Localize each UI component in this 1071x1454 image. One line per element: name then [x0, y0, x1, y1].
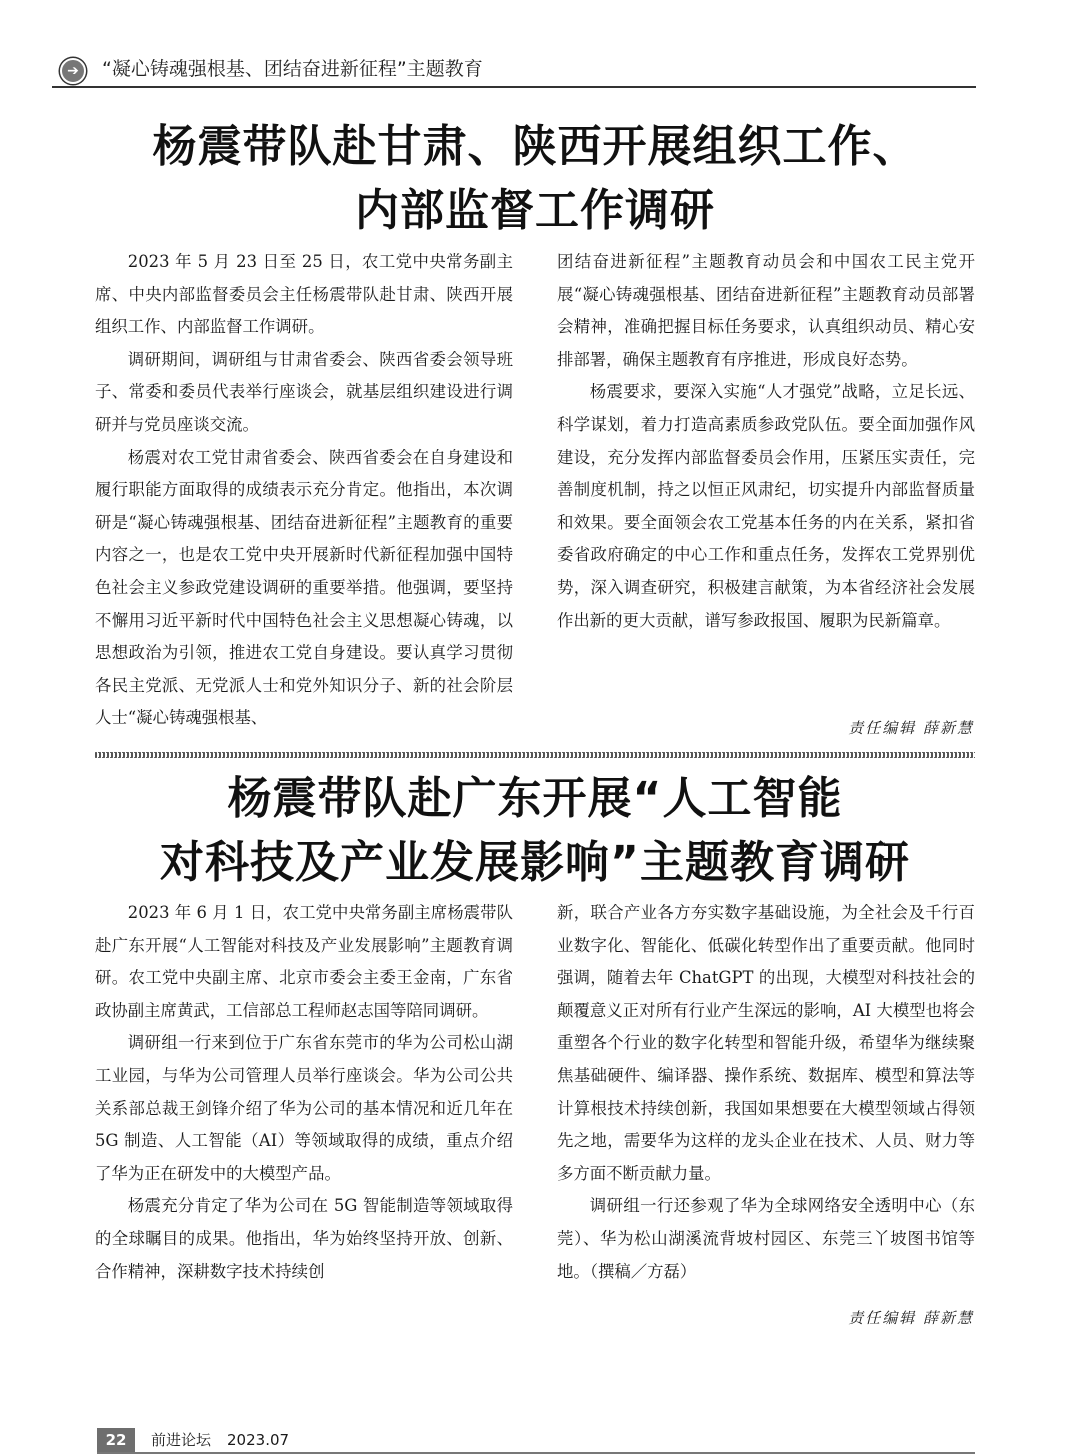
- arrow-right-circle-icon: ➔: [60, 58, 86, 84]
- article1-title-line1: 杨震带队赴甘肃、陕西开展组织工作、: [152, 121, 918, 172]
- running-header: [52, 52, 976, 88]
- article2-editor-credit: 责任编辑 薛新慧: [848, 1309, 974, 1327]
- article-separator: [95, 752, 975, 758]
- article1-editor-credit: 责任编辑 薛新慧: [848, 719, 974, 737]
- page-footer: [97, 1428, 975, 1454]
- article2-right-column: [557, 897, 975, 1288]
- issue-date: 2023.07: [227, 1431, 290, 1449]
- paragraph: 新，联合产业各方夯实数字基础设施，为全社会及千行百业数字化、智能化、低碳化转型作出了重要贡献。他同时强调，随着去年 ChatGPT 的出现，大模型对科技社会的颠覆意义正对所有行业产生深远的影响，AI 大模型也将会重塑各个行业的数字化转型和智能升级，希望华为继续聚焦基础硬件、编译器、操作系统、数据库、模型和算法等计算根技术持续创新，我国如果想要在大模型领域占得领先之地，需要华为这样的龙头企业在技术、人员、财力等多方面不断贡献力量。: [557, 903, 975, 1183]
- magazine-name: 前进论坛: [151, 1431, 212, 1449]
- paragraph: 团结奋进新征程”主题教育动员会和中国农工民主党开展“凝心铸魂强根基、团结奋进新征程”主题教育动员部署会精神，准确把握目标任务要求，认真组织动员、精心安排部署，确保主题教育有序推进，形成良好态势。: [557, 252, 975, 369]
- article2-title-line1: 杨震带队赴广东开展“人工智能: [227, 773, 843, 824]
- paragraph: 杨震对农工党甘肃省委会、陕西省委会在自身建设和履行职能方面取得的成绩表示充分肯定。他指出，本次调研是“凝心铸魂强根基、团结奋进新征程”主题教育的重要内容之一，也是农工党中央开展新时代新征程加强中国特色社会主义参政党建设调研的重要举措。他强调，要坚持不懈用习近平新时代中国特色社会主义思想凝心铸魂，以思想政治为引领，推进农工党自身建设。要认真学习贯彻各民主党派、无党派人士和党外知识分子、新的社会阶层人士“凝心铸魂强根基、: [95, 447, 513, 728]
- paragraph: 调研期间，调研组与甘肃省委会、陕西省委会领导班子、常委和委员代表举行座谈会，就基层组织建设进行调研并与党员座谈交流。: [95, 349, 513, 434]
- paragraph: 2023 年 5 月 23 日至 25 日，农工党中央常务副主席、中央内部监督委员会主任杨震带队赴甘肃、陕西开展组织工作、内部监督工作调研。: [95, 252, 513, 337]
- article1-left-column: [95, 246, 513, 735]
- article2-title-line2: 对科技及产业发展影响”主题教育调研: [160, 837, 910, 888]
- paragraph: 杨震要求，要深入实施“人才强党”战略，立足长远、科学谋划，着力打造高素质参政党队伍。要全面加强作风建设，充分发挥内部监督委员会作用，压紧压实责任，完善制度机制，持之以恒正风肃纪，切实提升内部监督质量和效果。要全面领会农工党基本任务的内在关系，紧扣省委省政府确定的中心工作和重点任务，发挥农工党界别优势，深入调查研究，积极建言献策，为本省经济社会发展作出新的更大贡献，谱写参政报国、履职为民新篇章。: [557, 382, 975, 630]
- article1-right-column: [557, 246, 975, 637]
- paragraph: 调研组一行来到位于广东省东莞市的华为公司松山湖工业园，与华为公司管理人员举行座谈会。华为公司公共关系部总裁王剑锋介绍了华为公司的基本情况和近几年在 5G 制造、人工智能（AI）等领域取得的成绩，重点介绍了华为正在研发中的大模型产品。: [95, 1033, 513, 1183]
- header-text: “凝心铸魂强根基、团结奋进新征程”主题教育: [102, 58, 483, 80]
- page-number: 22: [97, 1428, 135, 1452]
- paragraph: 2023 年 6 月 1 日，农工党中央常务副主席杨震带队赴广东开展“人工智能对科技及产业发展影响”主题教育调研。农工党中央副主席、北京市委会主委王金南，广东省政协副主席黄武，工信部总工程师赵志国等陪同调研。: [95, 903, 513, 1020]
- paragraph: 杨震充分肯定了华为公司在 5G 智能制造等领域取得的全球瞩目的成果。他指出，华为始终坚持开放、创新、合作精神，深耕数字技术持续创: [95, 1196, 513, 1281]
- article2-left-column: [95, 897, 513, 1288]
- article1-title-line2: 内部监督工作调研: [355, 185, 715, 236]
- paragraph: 调研组一行还参观了华为全球网络安全透明中心（东莞）、华为松山湖溪流背坡村园区、东莞三丫坡图书馆等地。（撰稿／方磊）: [557, 1196, 975, 1281]
